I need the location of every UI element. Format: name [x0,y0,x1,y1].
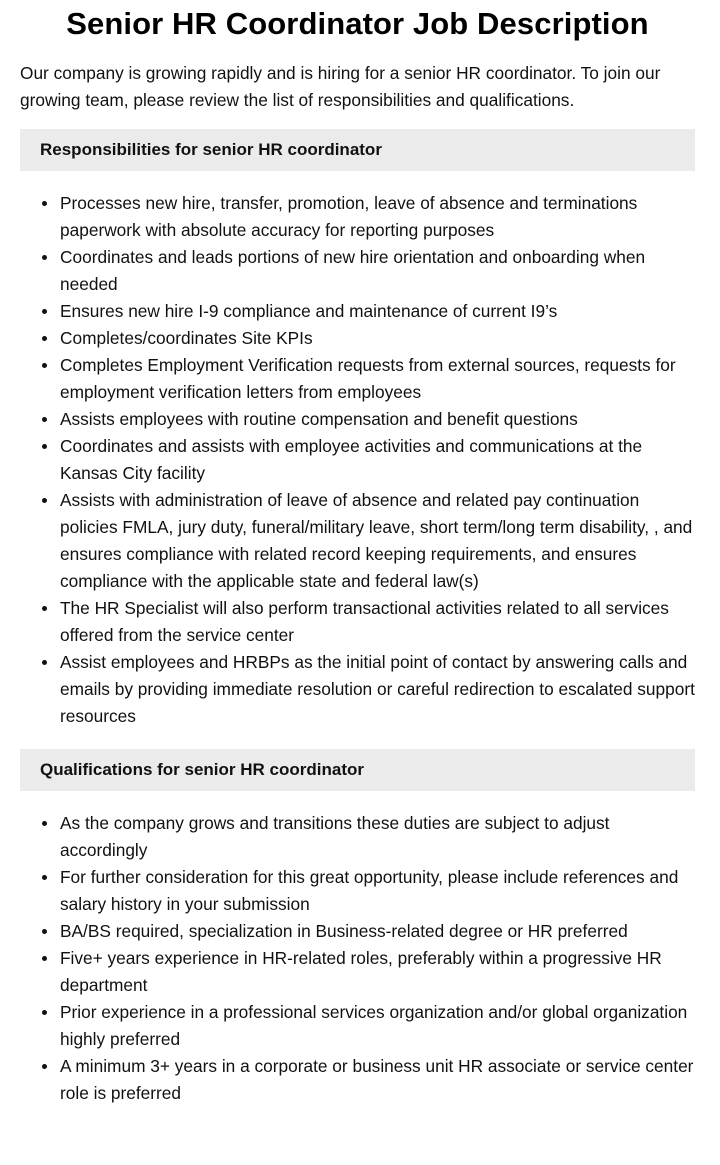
bullet-icon [42,821,47,826]
list-item-text: The HR Specialist will also perform transactional activities related to all services offered from the service center [60,598,669,645]
list-item [60,325,695,352]
list-item [60,918,695,945]
bullet-icon [42,201,47,206]
bullet-icon [42,255,47,260]
bullet-icon [42,606,47,611]
bullet-icon [42,417,47,422]
list-item [60,244,695,298]
page-title: Senior HR Coordinator Job Description [66,6,649,41]
list-item-text: Five+ years experience in HR-related roles, preferably within a progressive HR department [60,948,662,995]
bullet-icon [42,660,47,665]
bullet-icon [42,444,47,449]
list-item-text: As the company grows and transitions these duties are subject to adjust accordingly [60,813,610,860]
bullet-icon [42,363,47,368]
list-item [60,1053,695,1107]
list-item-text: BA/BS required, specialization in Business-related degree or HR preferred [60,921,628,941]
bullet-icon [42,1010,47,1015]
list-item [60,433,695,487]
list-item [60,649,695,730]
bullet-icon [42,1064,47,1069]
bullet-icon [42,875,47,880]
list-item-text: Assists with administration of leave of absence and related pay continuation policies FMLA, jury duty, funeral/military leave, short term/long term disability, , and ensures compliance with related record keeping requirements, and ensures compliance with the applicable state and federal law(s) [60,490,693,591]
list-item [60,595,695,649]
bullet-icon [42,336,47,341]
bullet-icon [42,498,47,503]
list-item-text: Coordinates and assists with employee activities and communications at the Kansas City facility [60,436,643,483]
list-item-text: Prior experience in a professional services organization and/or global organization highly preferred [60,1002,688,1049]
responsibilities-heading: Responsibilities for senior HR coordinator [20,129,695,171]
qualifications-list [20,810,695,1107]
bullet-icon [42,956,47,961]
list-item-text: Assists employees with routine compensation and benefit questions [60,409,578,429]
list-item-text: Processes new hire, transfer, promotion, leave of absence and terminations paperwork with absolute accuracy for reporting purposes [60,193,638,240]
qualifications-heading: Qualifications for senior HR coordinator [20,749,695,791]
list-item [60,864,695,918]
list-item-text: For further consideration for this great opportunity, please include references and salary history in your submission [60,867,679,914]
intro-paragraph: Our company is growing rapidly and is hiring for a senior HR coordinator. To join our growing team, please review the list of responsibilities and qualifications. [20,63,661,110]
list-item-text: A minimum 3+ years in a corporate or business unit HR associate or service center role is preferred [60,1056,694,1103]
list-item [60,406,695,433]
list-item [60,190,695,244]
list-item-text: Completes/coordinates Site KPIs [60,328,313,348]
list-item [60,810,695,864]
list-item [60,945,695,999]
bullet-icon [42,929,47,934]
list-item [60,298,695,325]
responsibilities-list [20,190,695,730]
list-item-text: Coordinates and leads portions of new hire orientation and onboarding when needed [60,247,646,294]
list-item-text: Completes Employment Verification requests from external sources, requests for employment verification letters from employees [60,355,676,402]
list-item [60,487,695,595]
list-item [60,999,695,1053]
list-item-text: Assist employees and HRBPs as the initial point of contact by answering calls and emails by providing immediate resolution or careful redirection to escalated support resources [60,652,695,726]
bullet-icon [42,309,47,314]
list-item-text: Ensures new hire I-9 compliance and maintenance of current I9’s [60,301,558,321]
list-item [60,352,695,406]
